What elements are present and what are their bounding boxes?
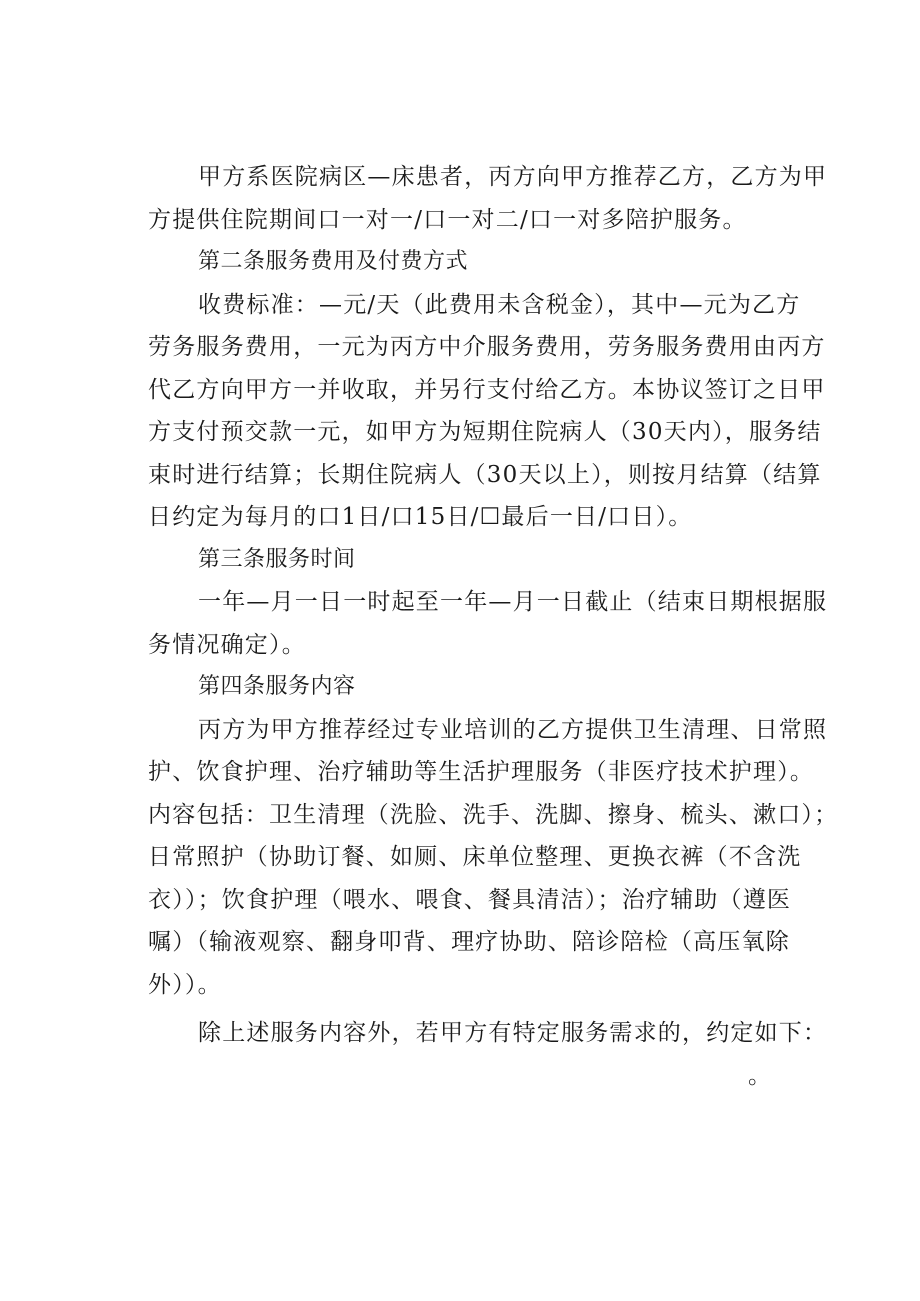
article-4-line: 内容包括：卫生清理（洗脸、洗手、洗脚、擦身、梳头、漱口）；	[148, 801, 839, 828]
blank-fill-line	[148, 1055, 812, 1098]
document-page	[148, 156, 839, 1097]
article-2-line: 束时进行结算；长期住院病人（30天以上），则按月结算（结算	[148, 461, 822, 488]
article-2-line: 方支付预交款一元，如甲方为短期住院病人（30天内），服务结	[148, 419, 822, 445]
article-3-line: 一年—月一日一时起至一年—月一日截止（结束日期根据服	[198, 589, 828, 615]
article-4-extra: 除上述服务内容外，若甲方有特定服务需求的，约定如下：	[198, 1020, 828, 1046]
end-period: 。	[748, 1062, 773, 1089]
article-3-line: 务情况确定）。	[148, 631, 306, 658]
article-4-heading: 第四条服务内容	[198, 674, 356, 699]
article-2-heading: 第二条服务费用及付费方式	[198, 249, 469, 274]
intro-line-1: 甲方系医院病区—床患者，丙方向甲方推荐乙方，乙方为甲	[198, 164, 828, 190]
article-4-line: 嘱）（输液观察、翻身叩背、理疗协助、陪诊陪检（高压氧除	[148, 929, 790, 955]
article-2-line: 收费标准：—元/天（此费用未含税金），其中—元为乙方	[198, 291, 801, 318]
article-2-line: 劳务服务费用，一元为丙方中介服务费用，劳务服务费用由丙方	[148, 334, 826, 360]
article-2-line: 日约定为每月的口1日/口15日/☐最后一日/口日）。	[148, 504, 693, 530]
article-4-line: 日常照护（协助订餐、如厕、床单位整理、更换衣裤（不含洗	[148, 844, 802, 870]
intro-line-2: 方提供住院期间口一对一/口一对二/口一对多陪护服务。	[148, 206, 747, 233]
article-4-line: 丙方为甲方推荐经过专业培训的乙方提供卫生清理、日常照	[198, 716, 828, 743]
article-4-line: 外））。	[148, 971, 222, 998]
article-3-heading: 第三条服务时间	[198, 546, 356, 572]
article-4-line: 衣））；饮食护理（喂水、喂食、餐具清洁）；治疗辅助（遵医	[148, 886, 792, 913]
article-4-line: 护、饮食护理、治疗辅助等生活护理服务（非医疗技术护理）。	[148, 759, 815, 785]
article-2-line: 代乙方向甲方一并收取，并另行支付给乙方。本协议签订之日甲	[148, 376, 826, 403]
